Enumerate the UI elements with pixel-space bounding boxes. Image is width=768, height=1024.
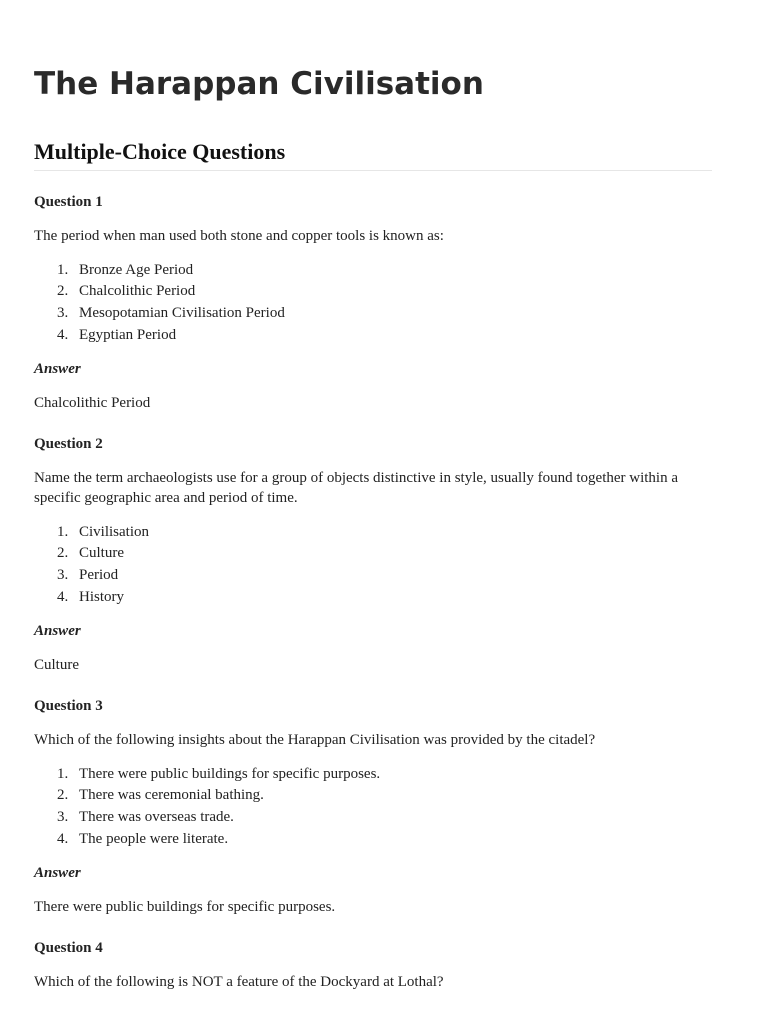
option-text: Egyptian Period [79, 327, 177, 343]
options-list [34, 522, 712, 607]
answer-label: Answer [34, 361, 81, 377]
option-text: Period [79, 567, 119, 583]
option-text: Culture [79, 545, 124, 561]
option-text: History [79, 589, 124, 605]
answer-label: Answer [34, 623, 81, 639]
question-heading: Question 4 [34, 940, 103, 956]
option-item: 4. The people were literate. [57, 831, 229, 847]
option-item: 1. Civilisation [57, 524, 150, 540]
option-text: Bronze Age Period [79, 262, 194, 278]
question-3 [34, 696, 712, 917]
option-text: Civilisation [79, 524, 150, 540]
option-item: 1. Bronze Age Period [57, 262, 194, 278]
question-4 [34, 938, 712, 992]
options-list [34, 764, 712, 849]
question-2 [34, 434, 712, 675]
section-title: Multiple-Choice Questions [34, 139, 286, 164]
question-text: Which of the following insights about the Harappan Civilisation was provided by the citadel? [34, 732, 596, 748]
answer-text: There were public buildings for specific purposes. [34, 899, 336, 915]
section-divider [34, 170, 712, 171]
option-item: 4. History [57, 589, 124, 605]
option-text: There was overseas trade. [79, 809, 234, 825]
page-title: The Harappan Civilisation [34, 66, 484, 102]
question-heading: Question 2 [34, 436, 103, 452]
option-item: 2. There was ceremonial bathing. [57, 787, 264, 803]
question-1 [34, 192, 712, 413]
answer-label: Answer [34, 865, 81, 881]
option-item: 3. Period [57, 567, 119, 583]
option-text: Mesopotamian Civilisation Period [79, 305, 285, 321]
option-item: 2. Culture [57, 545, 124, 561]
question-text: Which of the following is NOT a feature of the Dockyard at Lothal? [34, 974, 444, 990]
answer-text: Culture [34, 657, 79, 673]
question-heading: Question 3 [34, 698, 103, 714]
options-list [34, 260, 712, 345]
option-item: 4. Egyptian Period [57, 327, 177, 343]
answer-text: Chalcolithic Period [34, 395, 151, 411]
question-text: Name the term archaeologists use for a group of objects distinctive in style, usually found together within a specific geographic area and period of time. [34, 470, 679, 506]
option-text: There were public buildings for specific purposes. [79, 766, 381, 782]
option-text: There was ceremonial bathing. [79, 787, 264, 803]
option-text: Chalcolithic Period [79, 283, 196, 299]
option-item: 3. Mesopotamian Civilisation Period [57, 305, 285, 321]
question-text: The period when man used both stone and copper tools is known as: [34, 228, 444, 244]
option-text: The people were literate. [79, 831, 229, 847]
option-item: 2. Chalcolithic Period [57, 283, 196, 299]
option-item: 1. There were public buildings for specific purposes. [57, 766, 381, 782]
questions-list [34, 192, 712, 992]
question-heading: Question 1 [34, 194, 103, 210]
option-item: 3. There was overseas trade. [57, 809, 234, 825]
